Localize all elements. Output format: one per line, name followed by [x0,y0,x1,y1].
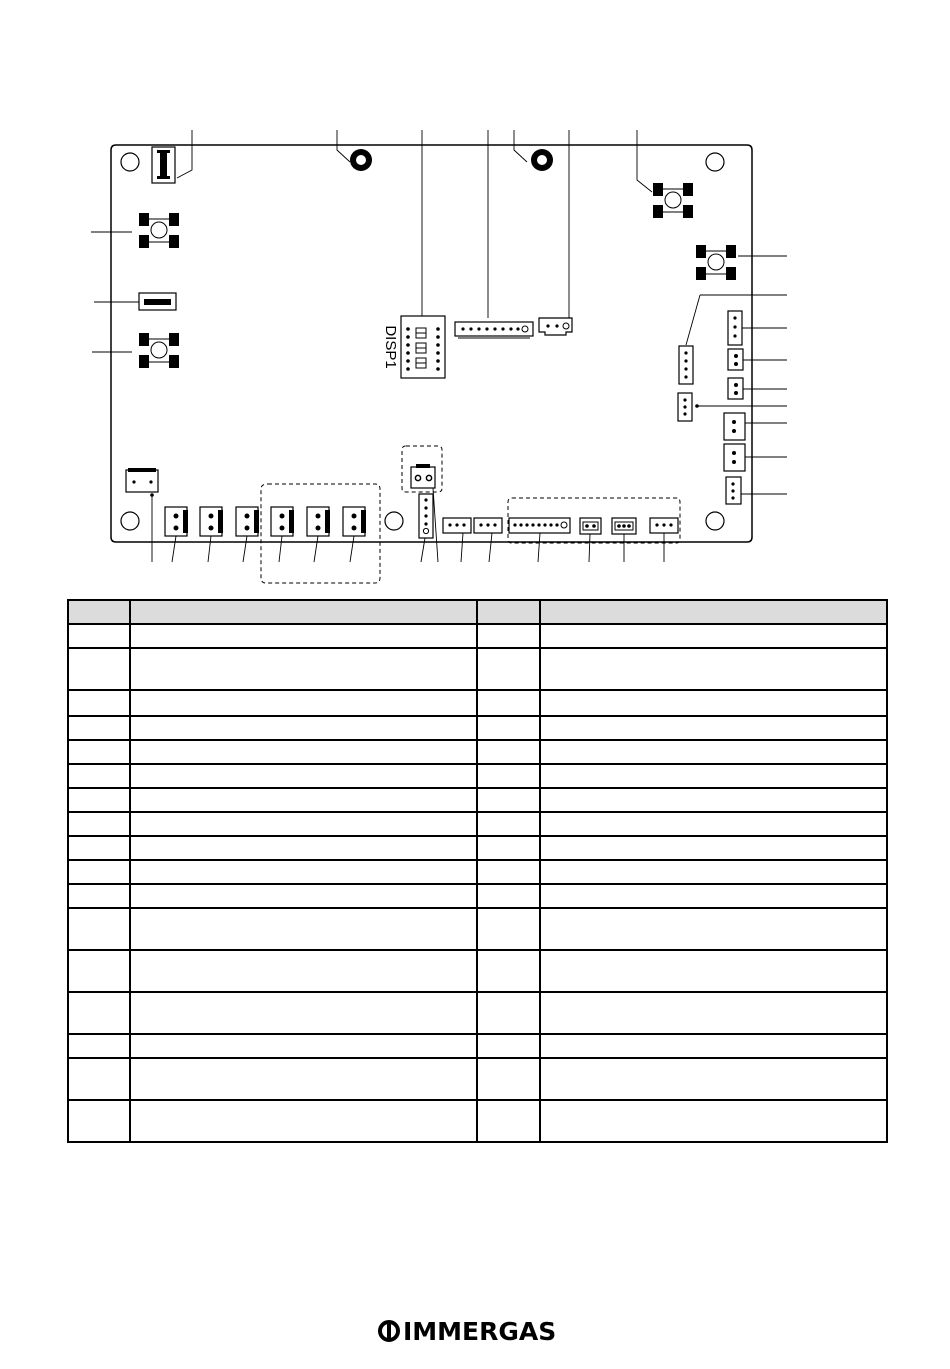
legend-cell [477,812,540,836]
legend-cell [68,860,130,884]
legend-row [68,908,887,950]
right-connectors [678,311,745,504]
legend-cell [130,1034,477,1058]
legend-cell [68,624,130,648]
legend-row [68,860,887,884]
legend-cell [68,836,130,860]
legend-cell [130,950,477,992]
bottom-terminal-blocks [165,507,366,536]
fuse-holder [152,147,175,183]
legend-cell [540,1058,887,1100]
legend-cell [130,740,477,764]
legend-cell [68,1058,130,1100]
fuse-horizontal [139,293,176,310]
legend-cell [68,740,130,764]
bottom-left-jumper [126,468,158,492]
legend-row [68,884,887,908]
legend-cell [540,690,887,716]
legend-cell [130,836,477,860]
board-outline [111,145,752,542]
leader-dots [150,404,699,497]
legend-cell [130,812,477,836]
test-connector [411,464,435,538]
legend-cell [540,950,887,992]
legend-cell [130,788,477,812]
legend-cell [477,1034,540,1058]
legend-cell [540,884,887,908]
top-connectors [455,318,572,338]
legend-row [68,1100,887,1142]
legend-row [68,788,887,812]
legend-cell [68,690,130,716]
legend-cell [540,624,887,648]
legend-cell [477,764,540,788]
brand-name: IMMERGAS [403,1316,557,1346]
legend-cell [477,740,540,764]
legend-cell [540,1100,887,1142]
legend-cell [130,884,477,908]
legend-cell [130,908,477,950]
legend-cell [130,716,477,740]
legend-cell [540,908,887,950]
legend-cell [68,716,130,740]
legend-cell [540,764,887,788]
legend-row [68,1058,887,1100]
legend-cell [540,992,887,1034]
legend-cell [477,992,540,1034]
legend-cell [68,648,130,690]
legend-cell [130,992,477,1034]
legend-row [68,950,887,992]
legend-cell [68,1100,130,1142]
dashed-groups [261,446,680,583]
legend-cell [477,836,540,860]
legend-header-cell [540,600,887,624]
legend-cell [477,884,540,908]
component-legend-table [67,599,888,1143]
legend-cell [68,992,130,1034]
legend-cell [540,648,887,690]
legend-cell [540,812,887,836]
mounting-holes [121,153,724,530]
legend-cell [477,690,540,716]
legend-cell [130,764,477,788]
legend-row [68,836,887,860]
legend-cell [477,716,540,740]
legend-row [68,812,887,836]
legend-row [68,1034,887,1058]
legend-cell [477,950,540,992]
legend-row [68,648,887,690]
legend-cell [130,690,477,716]
display-disp1 [382,316,445,378]
legend-cell [477,1058,540,1100]
legend-cell [540,740,887,764]
brand-logo [378,1316,578,1346]
legend-cell [68,1034,130,1058]
legend-row [68,992,887,1034]
legend-row [68,764,887,788]
brand-mark-icon [378,1320,400,1342]
legend-cell [130,1058,477,1100]
legend-row [68,624,887,648]
legend-header-cell [477,600,540,624]
legend-cell [68,788,130,812]
legend-cell [68,764,130,788]
legend-rows [68,624,887,1142]
bottom-connectors [443,518,678,534]
legend-header-row [68,600,887,624]
relay-footprints [139,183,736,368]
adjustment-trimmers [350,149,553,171]
legend-cell [477,788,540,812]
legend-cell [477,1100,540,1142]
legend-cell [540,1034,887,1058]
legend-cell [540,788,887,812]
legend-cell [540,860,887,884]
legend-cell [130,648,477,690]
legend-header-cell [68,600,130,624]
legend-cell [68,908,130,950]
legend-cell [130,860,477,884]
circuit-board-diagram [0,0,950,600]
legend-cell [68,950,130,992]
legend-cell [477,648,540,690]
legend-cell [130,624,477,648]
legend-cell [540,716,887,740]
legend-cell [68,884,130,908]
display-label: DISP1 [382,325,399,369]
legend-header-cell [130,600,477,624]
legend-cell [477,908,540,950]
legend-cell [477,860,540,884]
legend-cell [130,1100,477,1142]
legend-row [68,716,887,740]
legend-cell [68,812,130,836]
legend-row [68,740,887,764]
legend-cell [477,624,540,648]
legend-cell [540,836,887,860]
legend-row [68,690,887,716]
